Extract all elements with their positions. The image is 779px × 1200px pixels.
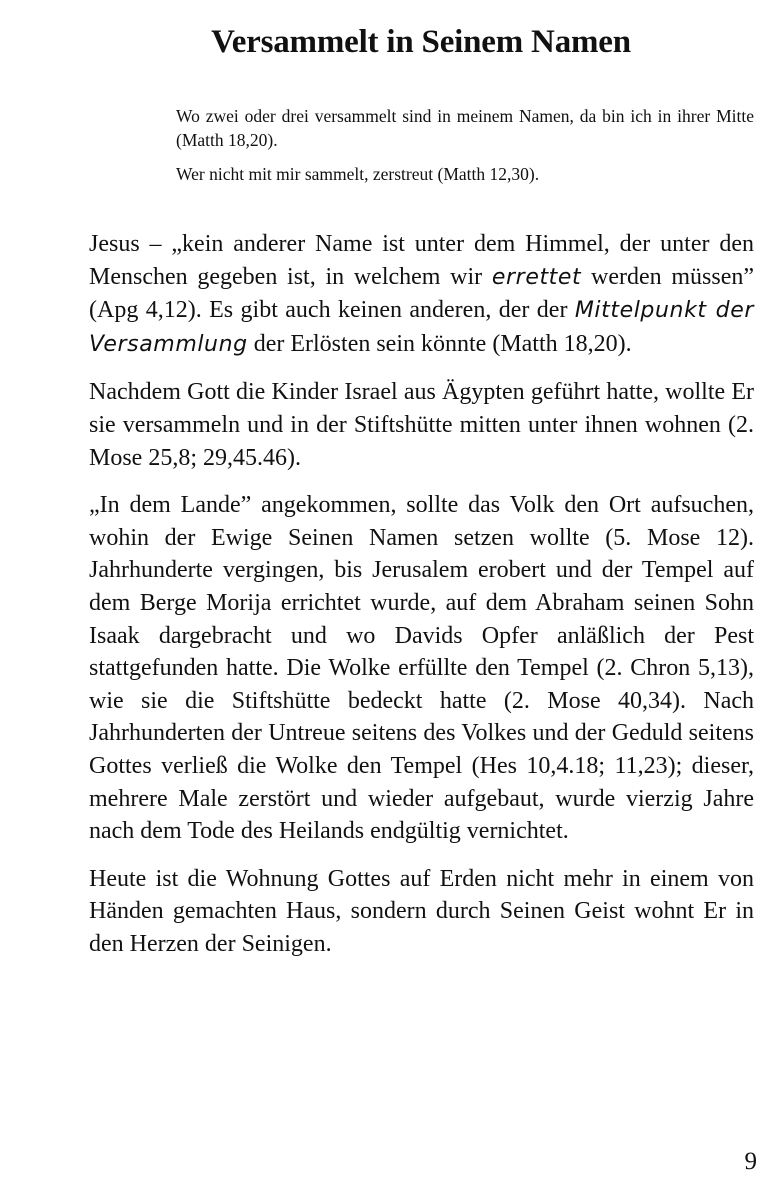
epigraph-verse: Wer nicht mit mir sammelt, zerstreut (Matth 12,30).	[176, 164, 540, 184]
body-text	[89, 228, 754, 960]
paragraph: „In dem Lande” angekommen, sollte das Volk den Ort aufsuchen, wohin der Ewige Seinen Namen setzen wollte (5. Mose 12). Jahrhunderte vergingen, bis Jerusalem erobert und der Tempel auf dem Berge Morija errichtet wurde, auf dem Abraham seinen Sohn Isaak dargebracht und wo Davids Opfer anläßlich der Pest stattgefunden hatte. Die Wolke erfüllte den Tempel (2. Chron 5,13), wie sie die Stiftshütte bedeckt hatte (2. Mose 40,34). Nach Jahrhunderten der Untreue seitens des Volkes und der Geduld seitens Gottes verließ die Wolke den Tempel (Hes 10,4.18; 11,23); dieser, mehrere Male zerstört und wieder aufgebaut, wurde vierzig Jahre nach dem Tode des Heilands endgültig vernichtet.	[89, 492, 754, 845]
chapter-title: Versammelt in Seinem Namen	[211, 24, 631, 60]
paragraph: Heute ist die Wohnung Gottes auf Erden nicht mehr in einem von Händen gemachten Haus, sondern durch Seinen Geist wohnt Er in den Herzen der Seinigen.	[89, 865, 754, 957]
text-run: der Erlösten sein könnte (Matth 18,20).	[247, 330, 632, 357]
epigraph	[176, 104, 754, 186]
paragraph: Nachdem Gott die Kinder Israel aus Ägypten geführt hatte, wollte Er sie versammeln und in der Stiftshütte mitten unter ihnen wohnen (2. Mose 25,8; 29,45.46).	[89, 379, 754, 471]
text-run: werden müssen” (Apg 4,12). Es gibt auch keinen anderen, der der	[89, 263, 754, 324]
epigraph-verse: Wo zwei oder drei versammelt sind in meinem Namen, da bin ich in ihrer Mitte (Matth 18,20).	[176, 106, 754, 150]
text-run: Jesus – „kein anderer Name ist unter dem Himmel, der unter den Menschen gegeben ist, in welchem wir	[89, 231, 754, 290]
page-number: 9	[744, 1148, 757, 1175]
emphasis: errettet	[491, 264, 582, 290]
paragraph	[89, 228, 754, 361]
emphasis: Mittelpunkt der Versammlung	[89, 298, 755, 357]
